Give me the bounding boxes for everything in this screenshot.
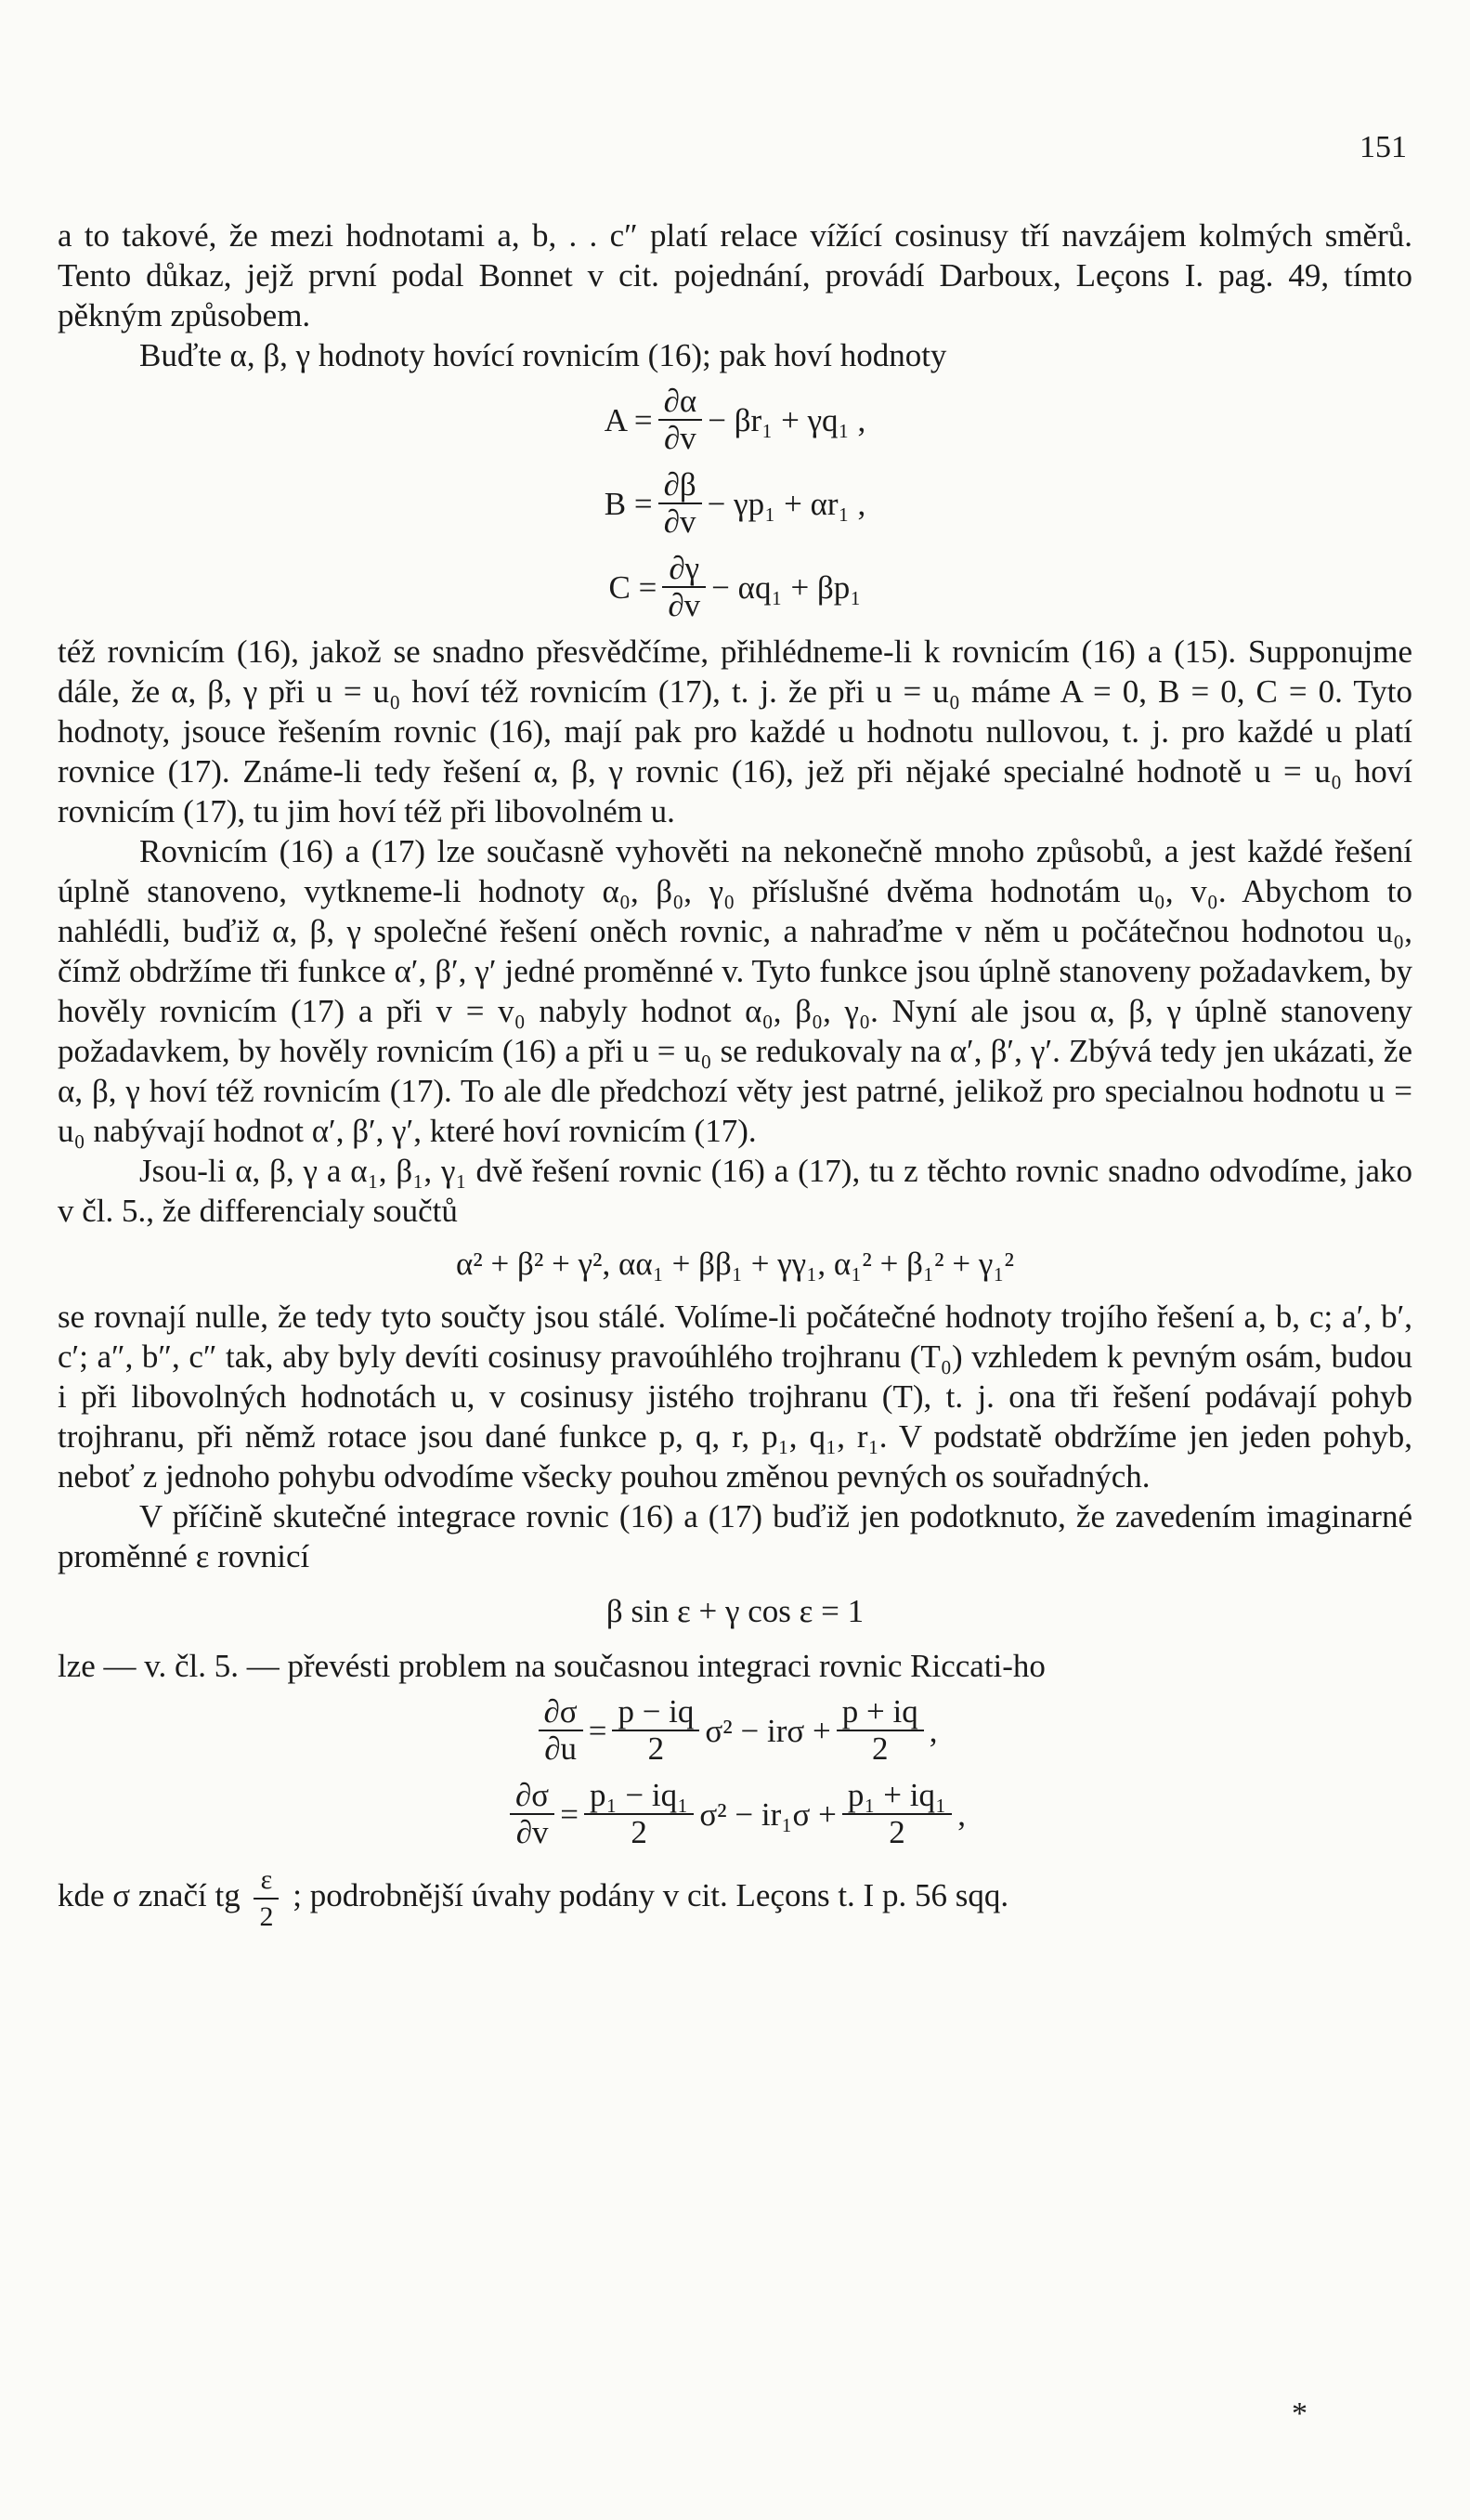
paragraph-3: též rovnicím (16), jakož se snadno přesvědčíme, přihlédneme-li k rovnicím (16) a (15). Supponujme dále, že α, β, γ při u = u₀ hoví též rovnicím (17), t. j. že při u = u₀ máme A = 0, B = 0, C = 0. Tyto hodnoty, jsouce řešením rovnic (16), mají pak pro každé u hodnotu nullovou, t. j. pro každé u platí rovnice (17). Známe-li tedy řešení α, β, γ rovnic (16), jež při nějaké specialné hodnotě u = u₀ hoví rovnicím (17), tu jim hoví též při libovolném u. (58, 633, 1412, 829)
eq-C-lhs: C = (608, 568, 657, 606)
eq-A-lhs: A = (604, 401, 653, 438)
para9-frac-num: ε (254, 1862, 279, 1900)
eq-r1-lhs (539, 1694, 583, 1767)
eq-r2-lhs-num: ∂σ (510, 1778, 554, 1815)
para9-frac-den: 2 (259, 1901, 274, 1932)
eq-A-rest: − βr₁ + γq₁ , (708, 401, 866, 438)
paragraph-5: Jsou-li α, β, γ a α₁, β₁, γ₁ dvě řešení rovnic (16) a (17), tu z těchto rovnic snadno odvodíme, jako v čl. 5., že differencialy součtů (58, 1153, 1412, 1229)
eq-r2-mid: σ² − ir₁σ + (699, 1795, 837, 1833)
eq-C-num: ∂γ (662, 551, 706, 588)
eq-C-fraction (662, 551, 706, 623)
eq-r2-lhs-den: ∂v (515, 1814, 549, 1850)
eq-r2-lhs (510, 1778, 554, 1850)
eq-r1-a-num: p − iq (612, 1694, 699, 1731)
eq-r1-mid: σ² − irσ + (705, 1712, 831, 1749)
equation-sums: α² + β² + γ², αα₁ + ββ₁ + γγ₁, α₁² + β₁² + γ₁² (455, 1246, 1015, 1282)
eq-r2-frac-a (584, 1778, 694, 1850)
eq-r2-b-num: p₁ + iq₁ (842, 1778, 952, 1815)
paragraph-9 (58, 1862, 1412, 1935)
eq-r2-a-num: p₁ − iq₁ (584, 1778, 694, 1815)
eq-C-den: ∂v (668, 587, 701, 623)
footnote-star: * (1292, 2396, 1307, 2431)
eq-r2-a-den: 2 (631, 1814, 647, 1850)
equation-riccati-1: $\frac{\partial\sigma}{\partial u}$ = $\frac{p - iq}{2}$ σ² − irσ + $\frac{p + iq}{2}$ , (58, 1691, 1412, 1769)
eq-r1-b-num: p + iq (837, 1694, 924, 1731)
para9-text-b: ; podrobnější úvahy podány v cit. Leçons t. I p. 56 sqq. (293, 1877, 1009, 1914)
para9-text-a: kde σ značí tg (58, 1877, 241, 1914)
paragraph-7: V příčině skutečné integrace rovnic (16) a (17) buďiž jen podotknuto, že zavedením imaginarné proměnné ε rovnicí (58, 1498, 1412, 1574)
paragraph-2: Buďte α, β, γ hodnoty hovící rovnicím (16); pak hoví hodnoty (139, 337, 947, 373)
eq-B-rest: − γp₁ + αr₁ , (707, 485, 866, 522)
page-number: 151 (1359, 130, 1407, 164)
eq-r1-frac-a (612, 1694, 699, 1767)
eq-r1-lhs-num: ∂σ (539, 1694, 583, 1731)
equation-C (58, 548, 1412, 626)
body-text (58, 215, 1412, 1935)
paragraph-6: se rovnají nulle, že tedy tyto součty jsou stálé. Volíme-li počátečné hodnoty trojího řešení a, b, c; a′, b′, c′; a″, b″, c″ tak, aby byly devíti cosinusy pravoúhlého trojhranu (T₀) vzhledem k pevným osám, budou i při libovolných hodnotách u, v cosinusy jistého trojhranu (T), t. j. ona tři řešení podávají pohyb trojhranu, při němž rotace jsou dané funkce p, q, r, p₁, q₁, r₁. V podstatě obdržíme jen jeden pohyb, neboť z jednoho pohybu odvodíme všecky pouhou změnou pevných os souřadných. (58, 1299, 1412, 1495)
eq-r1-frac-b (837, 1694, 924, 1767)
eq-r2-b-den: 2 (889, 1814, 905, 1850)
eq-B-lhs: B = (604, 485, 653, 522)
equation-B (58, 464, 1412, 542)
equation-sin: β sin ε + γ cos ε = 1 (605, 1593, 865, 1629)
equation-riccati-2: $\frac{\partial\sigma}{\partial v}$ = $\frac{\text{p₁ − iq₁}}{2}$ σ² − ir₁σ + $\frac{\text{p₁ + iq₁}}{2}$ , (58, 1775, 1412, 1853)
para9-fraction (254, 1862, 279, 1935)
eq-r1-lhs-den: ∂u (544, 1730, 577, 1767)
equation-A (58, 381, 1412, 459)
eq-r1-end: , (929, 1712, 938, 1749)
eq-r1-b-den: 2 (871, 1730, 889, 1767)
eq-A-den: ∂v (663, 420, 696, 456)
paragraph-8: lze — v. čl. 5. — převésti problem na současnou integraci rovnic Riccati-ho (58, 1648, 1046, 1684)
eq-B-fraction (658, 467, 702, 540)
eq-B-den: ∂v (663, 503, 696, 540)
eq-A-num: ∂α (658, 384, 703, 421)
eq-r2-frac-b (842, 1778, 952, 1850)
paragraph-4: Rovnicím (16) a (17) lze současně vyhověti na nekonečně mnoho způsobů, a jest každé řešení úplně stanoveno, vytkneme-li hodnoty α₀, β₀, γ₀ příslušné dvěma hodnotám u₀, v₀. Abychom to nahlédli, buďiž α, β, γ společné řešení oněch rovnic, a nahraďme v něm u počátečnou hodnotou u₀, čímž obdržíme tři funkce α′, β′, γ′ jedné proměnné v. Tyto funkce jsou úplně stanoveny požadavkem, by hověly rovnicím (17) a při v = v₀ nabyly hodnot α₀, β₀, γ₀. Nyní ale jsou α, β, γ úplně stanoveny požadavkem, by hověly rovnicím (16) a při u = u₀ se redukovaly na α′, β′, γ′. Zbývá tedy jen ukázati, že α, β, γ hoví též rovnicím (17). To ale dle předchozí věty jest patrné, jelikož pro specialnou hodnotu u = u₀ nabývají hodnot α′, β′, γ′, které hoví rovnicím (17). (58, 833, 1412, 1149)
eq-B-num: ∂β (658, 467, 702, 504)
eq-A-fraction (658, 384, 703, 456)
paragraph-1: a to takové, že mezi hodnotami a, b, . . c″ platí relace vížící cosinusy tří navzájem kolmých směrů. Tento důkaz, jejž první podal Bonnet v cit. pojednání, provádí Darboux, Leçons I. pag. 49, tímto pěkným způsobem. (58, 217, 1412, 333)
eq-r2-end: , (957, 1795, 966, 1833)
eq-r1-a-den: 2 (647, 1730, 665, 1767)
eq-C-rest: − αq₁ + βp₁ (711, 568, 862, 606)
